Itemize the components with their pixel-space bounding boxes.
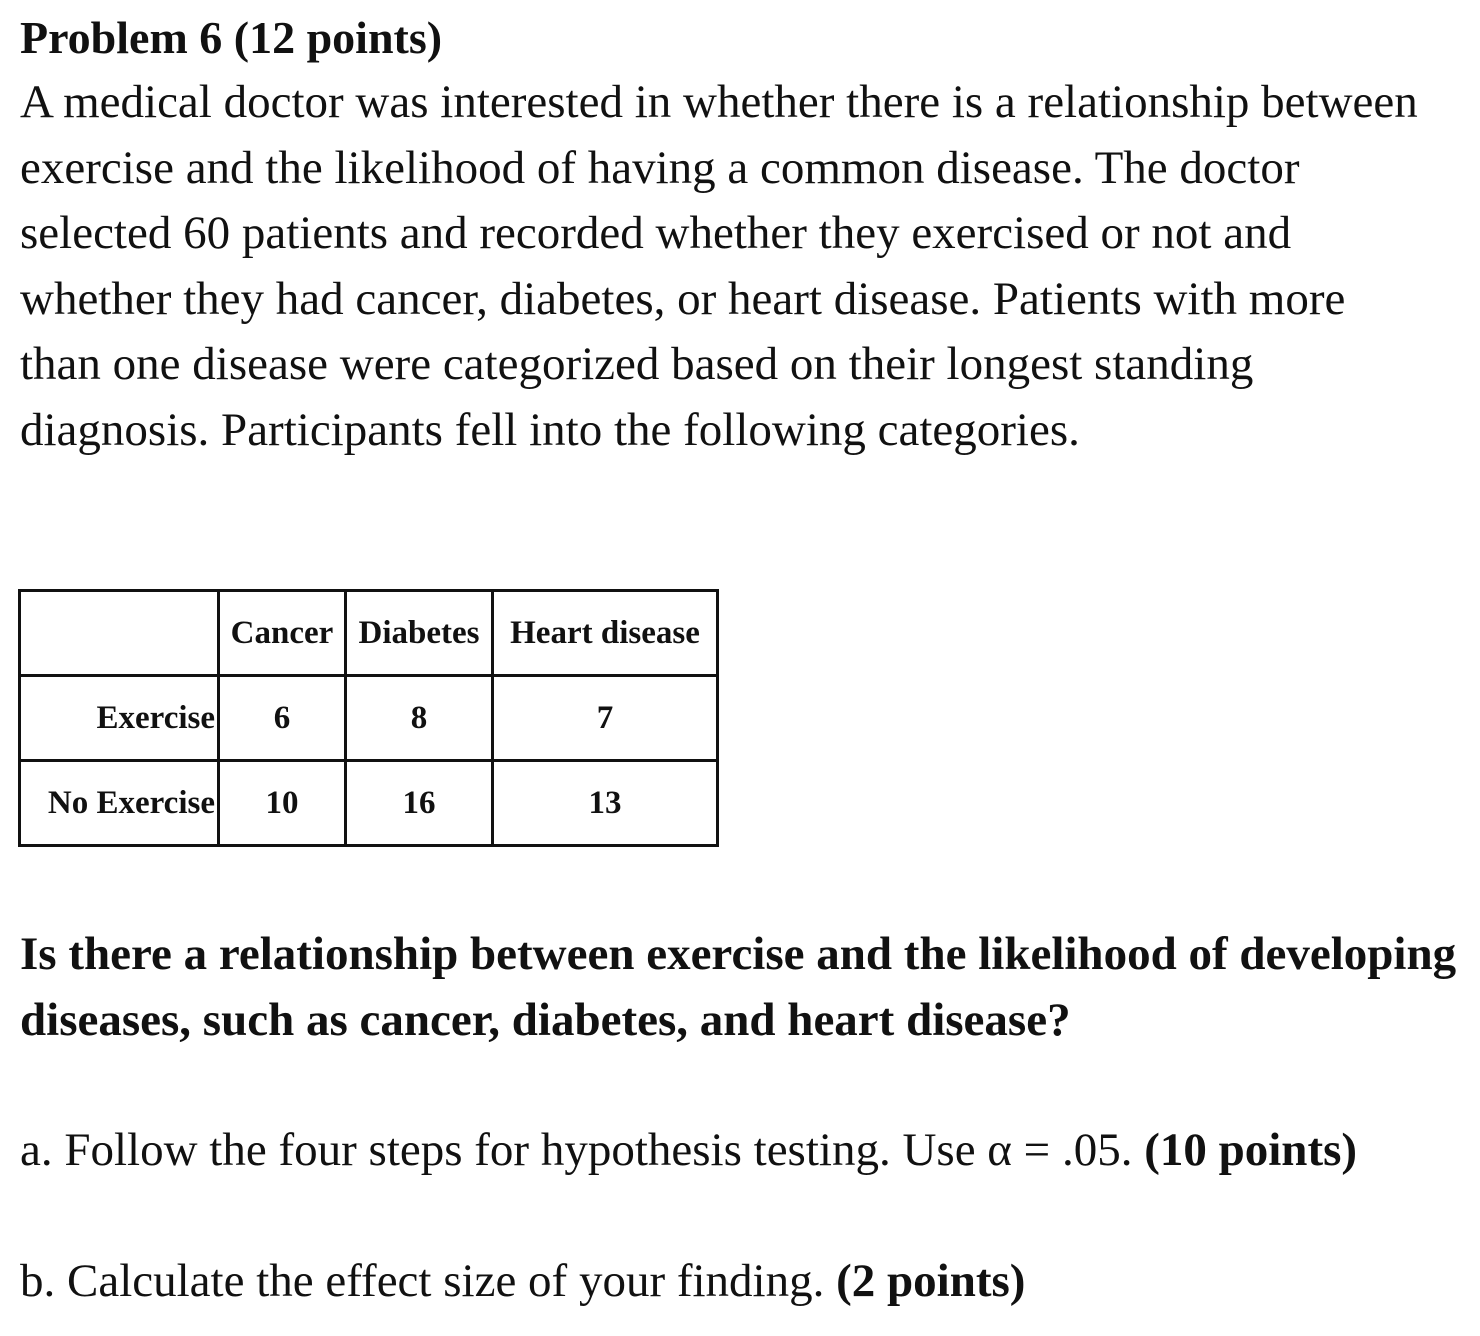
part-a-points: (10 points) [1144,1124,1358,1176]
table-cell: 6 [219,676,346,761]
column-header-heart-disease: Heart disease [493,591,718,676]
row-header-exercise: Exercise [20,676,219,761]
table-row [20,761,718,846]
table-corner-cell [20,591,219,676]
problem-title: Problem 6 (12 points) [20,12,443,63]
table-row [20,676,718,761]
part-a-text: a. Follow the four steps for hypothesis testing. Use α = .05. [20,1124,1145,1176]
research-question: Is there a relationship between exercise and the likelihood of developing diseases, such as cancer, diabetes, and heart disease? [20,928,1457,1046]
table-cell: 8 [346,676,493,761]
table-cell: 7 [493,676,718,761]
part-b [20,1249,1470,1315]
table-cell: 10 [219,761,346,846]
table-cell: 13 [493,761,718,846]
problem-intro: A medical doctor was interested in whether there is a relationship between exercise and the likelihood of having a common disease. The doctor selected 60 patients and recorded whether they exercised or not and whether they had cancer, diabetes, or heart disease. Patients with more than one disease were categorized based on their longest standing diagnosis. Participants fell into the following categories. [20,76,1418,456]
problem-block [20,8,1470,463]
row-header-no-exercise: No Exercise [20,761,219,846]
contingency-table [18,589,719,847]
part-b-points: (2 points) [836,1255,1026,1307]
part-a [20,1118,1470,1184]
column-header-cancer: Cancer [219,591,346,676]
table-header-row [20,591,718,676]
table-cell: 16 [346,761,493,846]
column-header-diabetes: Diabetes [346,591,493,676]
part-b-text: b. Calculate the effect size of your finding. [20,1255,837,1307]
